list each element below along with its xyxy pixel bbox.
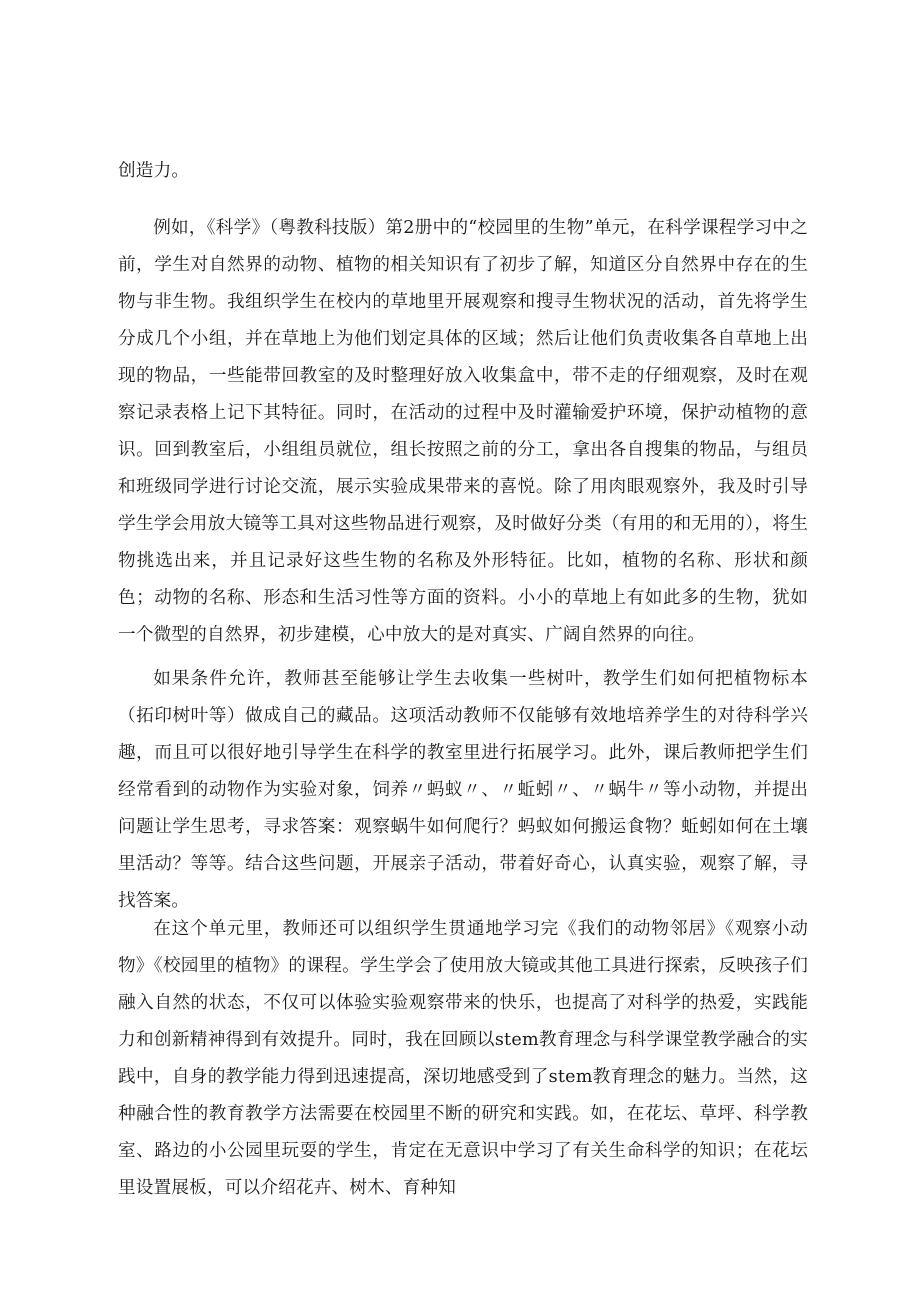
- paragraph-specimen-collection: 如果条件允许，教师甚至能够让学生去收集一些树叶，教学生们如何把植物标本（拓印树叶等）做成自己的藏品。这项活动教师不仅能够有效地培养学生的对待科学兴趣，而且可以很好地引导学生在科学的教室里进行拓展学习。此外，课后教师把学生们经常看到的动物作为实验对象，饲养〃蚂蚁〃、〃蚯蚓〃、〃蜗牛〃等小动物，并提出问题让学生思考，寻求答案：观察蜗牛如何爬行？蚂蚁如何搬运食物？蚯蚓如何在土壤里活动？等等。结合这些问题，开展亲子活动，带着好奇心，认真实验，观察了解，寻找答案。: [118, 669, 808, 911]
- paragraph-unit-summary: 在这个单元里，教师还可以组织学生贯通地学习完《我们的动物邻居》《观察小动物》《校园里的植物》的课程。学生学会了使用放大镜或其他工具进行探索，反映孩子们融入自然的状态，不仅可以体验实验观察带来的快乐，也提高了对科学的热爱，实践能力和创新精神得到有效提升。同时，我在回顾以stem教育理念与科学课堂教学融合的实践中，自身的教学能力得到迅速提高，深切地感受到了stem教育理念的魅力。当然，这种融合性的教育教学方法需要在校园里不断的研究和实践。如，在花坛、草坪、科学教室、路边的小公园里玩耍的学生，肯定在无意识中学习了有关生命科学的知识；在花坛里设置展板，可以介绍花卉、树木、育种知: [118, 919, 808, 1198]
- paragraph-continuation: 创造力。: [118, 161, 190, 181]
- paragraph-example-campus-organisms: 例如，《科学》（粤教科技版）第2册中的“校园里的生物”单元，在科学课程学习中之前，学生对自然界的动物、植物的相关知识有了初步了解，知道区分自然界中存在的生物与非生物。我组织学生在校内的草地里开展观察和搜寻生物状况的活动，首先将学生分成几个小组，并在草地上为他们划定具体的区域；然后让他们负责收集各自草地上出现的物品，一些能带回教室的及时整理好放入收集盒中，带不走的仔细观察，及时在观察记录表格上记下其特征。同时，在活动的过程中及时灌输爱护环境，保护动植物的意识。回到教室后，小组组员就位，组长按照之前的分工，拿出各自搜集的物品，与组员和班级同学进行讨论交流，展示实验成果带来的喜悦。除了用肉眼观察外，我及时引导学生学会用放大镜等工具对这些物品进行观察，及时做好分类（有用的和无用的），将生物挑选出来，并且记录好这些生物的名称及外形特征。比如，植物的名称、形状和颜色；动物的名称、形态和生活习性等方面的资料。小小的草地上有如此多的生物，犹如一个微型的自然界，初步建模，心中放大的是对真实、广阔自然界的向往。: [118, 218, 808, 645]
